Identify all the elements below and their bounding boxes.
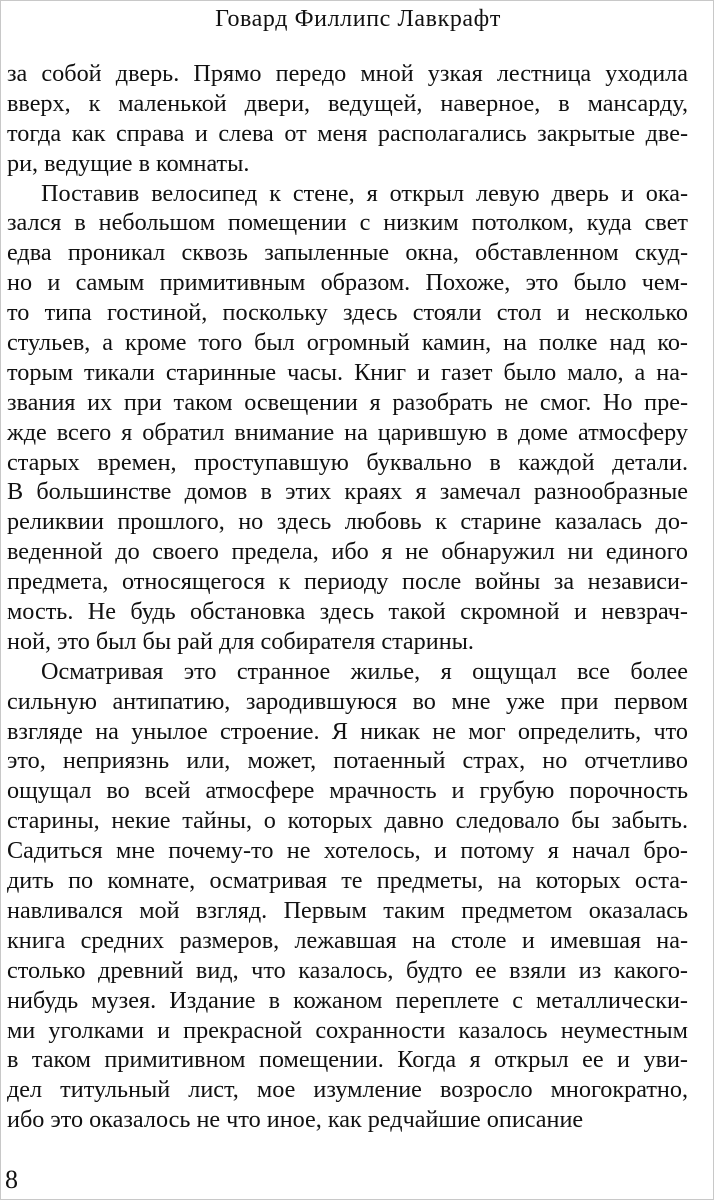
text-line: в таком примитивном помещении. Когда я открыл ее и уви- <box>7 1046 688 1074</box>
text-line: ной, это был бы рай для собирателя старины. <box>7 627 474 655</box>
text-line: дить по комнате, осматривая те предметы, на которых оста- <box>7 867 688 895</box>
text-line: жде всего я обратил внимание на царившую в доме атмосферу <box>7 418 688 446</box>
text-line: навливался мой взгляд. Первым таким предметом оказалась <box>7 896 688 924</box>
text-line: стульев, а кроме того был огромный камин, на полке над ко- <box>7 329 688 357</box>
text-line: столько древний вид, что казалось, будто ее взяли из какого- <box>7 956 688 984</box>
text-line: ри, ведущие в комнаты. <box>7 149 250 177</box>
text-line: сильную антипатию, зародившуюся во мне уже при первом <box>7 687 688 715</box>
text-line: мость. Не будь обстановка здесь такой скромной и невзрач- <box>7 598 688 626</box>
text-line: едва проникал сквозь запыленные окна, обставленном скуд- <box>7 239 688 267</box>
text-line: ми уголками и прекрасной сохранности казалось неуместным <box>7 1016 688 1044</box>
text-line: это, неприязнь или, может, потаенный страх, но отчетливо <box>7 747 688 775</box>
running-head-title: Говард Филлипс Лавкрафт <box>215 6 501 32</box>
text-line: дел титульный лист, мое изумление возросло многократно, <box>7 1076 688 1104</box>
text-line: Садиться мне почему-то не хотелось, и потому я начал бро- <box>7 837 688 865</box>
text-line: нибудь музея. Издание в кожаном переплете с металлически- <box>7 986 688 1014</box>
paragraph <box>7 657 688 1135</box>
text-line: предмета, относящегося к периоду после войны за независи- <box>7 568 688 596</box>
text-line: за собой дверь. Прямо передо мной узкая лестница уходила <box>7 60 688 87</box>
text-line: В большинстве домов в этих краях я замечал разнообразные <box>7 478 688 506</box>
text-line: ибо это оказалось не что иное, как редчайшие описание <box>7 1106 584 1134</box>
text-line: Осматривая это странное жилье, я ощущал все более <box>41 657 688 685</box>
page-number: 8 <box>5 1165 18 1194</box>
text-line: книга средних размеров, лежавшая на столе и имевшая на- <box>7 926 688 954</box>
text-line: ощущал во всей атмосфере мрачность и грубую порочность <box>7 777 688 805</box>
paragraph <box>7 59 688 179</box>
text-line: звания их при таком освещении я разобрать не смог. Но пре- <box>7 388 688 416</box>
text-line: старых времен, проступавшую буквально в каждой детали. <box>7 448 688 476</box>
text-line: реликвии прошлого, но здесь любовь к старине казалась до- <box>7 508 688 536</box>
text-line: старины, некие тайны, о которых давно следовало бы забыть. <box>7 807 688 835</box>
body-text <box>7 59 688 1135</box>
text-line: зался в небольшом помещении с низким потолком, куда свет <box>7 209 688 237</box>
text-line: вверх, к маленькой двери, ведущей, наверное, в мансарду, <box>7 89 688 117</box>
text-line: тогда как справа и слева от меня располагались закрытые две- <box>7 119 688 147</box>
text-line: Поставив велосипед к стене, я открыл левую дверь и ока- <box>41 179 688 207</box>
text-line: взгляде на унылое строение. Я никак не мог определить, что <box>7 717 688 745</box>
text-line: веденной до своего предела, ибо я не обнаружил ни единого <box>7 538 688 566</box>
text-line: то типа гостиной, поскольку здесь стояли стол и несколько <box>7 299 688 327</box>
paragraph <box>7 179 688 657</box>
text-line: торым тикали старинные часы. Книг и газет было мало, а на- <box>7 358 688 386</box>
text-line: но и самым примитивным образом. Похоже, это было чем- <box>7 269 688 297</box>
